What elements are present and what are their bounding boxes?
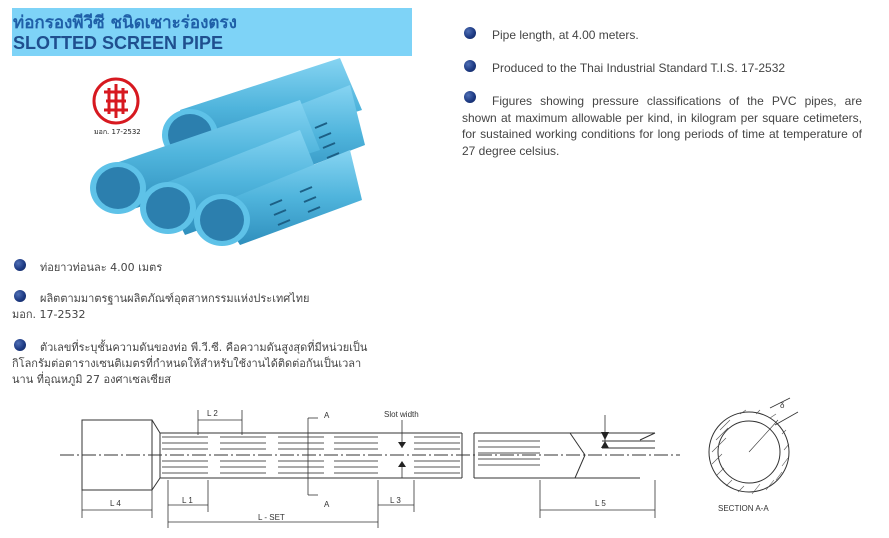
page-title-english: SLOTTED SCREEN PIPE xyxy=(13,33,224,53)
label-section: SECTION A-A xyxy=(718,504,769,513)
label-l5: L 5 xyxy=(595,499,606,508)
thai-bullet-pressure-line1: ตัวเลขที่ระบุชั้นความดันของท่อ พี.วี.ซี. คือความดันสูงสุดที่มีหน่วยเป็น xyxy=(40,341,368,354)
label-l2: L 2 xyxy=(207,409,218,418)
thai-bullet-standard-line1: ผลิตตามมาตรฐานผลิตภัณฑ์อุตสาหกรรมแห่งประเทศไทย xyxy=(40,292,310,305)
label-l1: L 1 xyxy=(182,496,193,505)
label-l3: L 3 xyxy=(390,496,401,505)
label-wall-thickness: δ xyxy=(780,401,785,410)
english-bullet-pressure: Figures showing pressure classifications of the PVC pipes, are shown at maximum allowable per kind, in kilogram per square cetimeters, for sustained working conditions for long periods of time at temperature of 27 degree celsius. xyxy=(462,94,862,158)
label-lset: L - SET xyxy=(258,513,285,522)
logo-caption: มอก. 17-2532 xyxy=(94,128,141,136)
english-bullet-length: Pipe length, at 4.00 meters. xyxy=(492,28,639,42)
label-a-bottom: A xyxy=(324,500,330,509)
slot-group-6 xyxy=(478,441,540,465)
thai-bullet-standard-line2: มอก. 17-2532 xyxy=(12,308,86,321)
section-a-a xyxy=(709,398,798,494)
label-a-top: A xyxy=(324,411,330,420)
label-slot-width: Slot width xyxy=(384,410,419,419)
thai-bullet-length: ท่อยาวท่อนละ 4.00 เมตร xyxy=(40,261,163,274)
thai-bullet-pressure-line2: กิโลกรัมต่อตารางเซนติเมตรที่กำหนดให้สำหรับใช้งานได้ติดต่อกันเป็นเวลา xyxy=(12,357,362,370)
page-title-thai: ท่อกรองพีวีซี ชนิดเซาะร่องตรง xyxy=(13,13,237,33)
thai-bullet-pressure-line3: นาน ที่อุณหภูมิ 27 องศาเซลเซียส xyxy=(12,373,172,386)
label-l4: L 4 xyxy=(110,499,121,508)
english-bullet-standard: Produced to the Thai Industrial Standard T.I.S. 17-2532 xyxy=(492,61,786,75)
